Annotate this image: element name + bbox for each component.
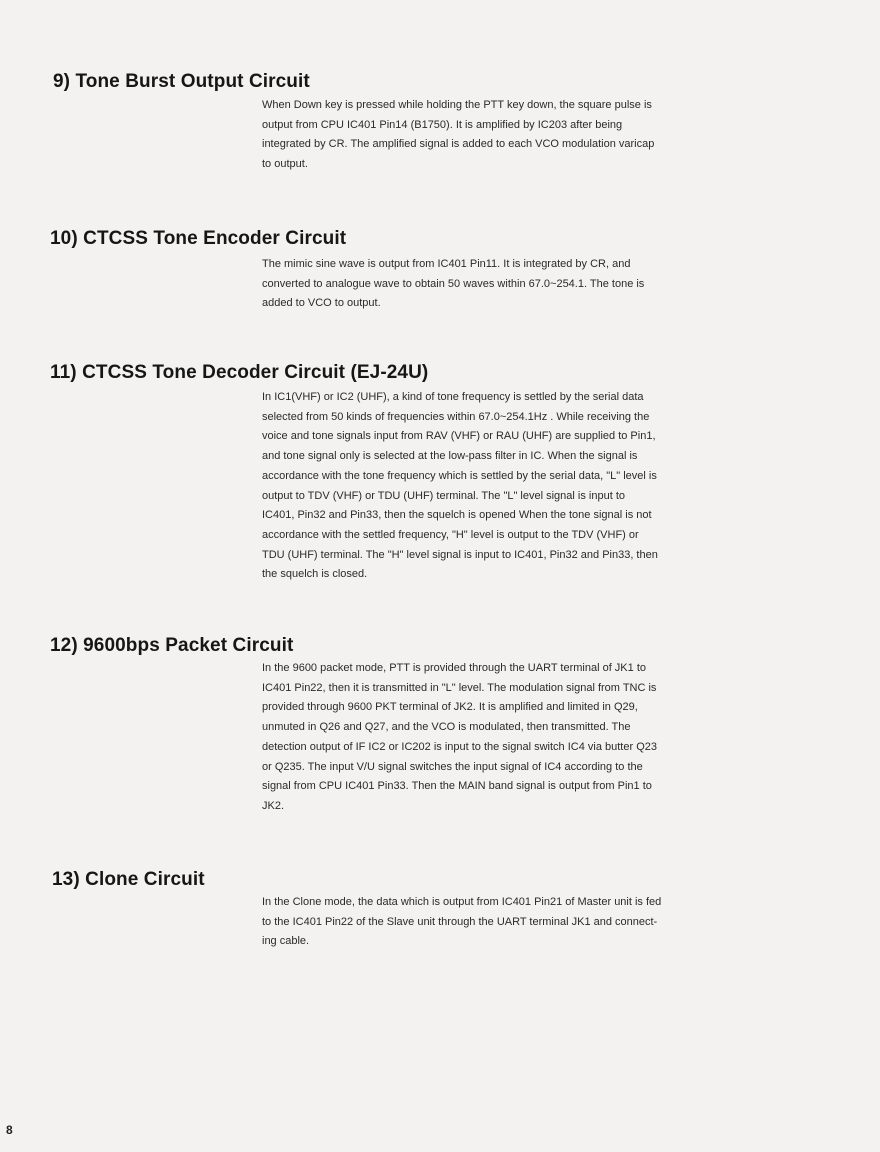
body-line: and tone signal only is selected at the low-pass filter in IC. When the signal is	[262, 450, 638, 463]
body-line: or Q235. The input V/U signal switches the input signal of IC4 according to the	[262, 760, 643, 773]
body-line: output to TDV (VHF) or TDU (UHF) terminal. The "L" level signal is input to	[262, 489, 625, 502]
section-heading: 12) 9600bps Packet Circuit	[50, 635, 294, 656]
body-line: TDU (UHF) terminal. The "H" level signal is input to IC401, Pin32 and Pin33, then	[262, 548, 658, 561]
body-line: signal from CPU IC401 Pin33. Then the MAIN band signal is output from Pin1 to	[262, 780, 652, 793]
body-line: In IC1(VHF) or IC2 (UHF), a kind of tone frequency is settled by the serial data	[262, 391, 644, 403]
body-line: IC401 Pin22, then it is transmitted in "L" level. The modulation signal from TNC is	[262, 681, 657, 694]
body-line: to output.	[262, 158, 308, 171]
body-line: integrated by CR. The amplified signal is added to each VCO modulation varicap	[262, 138, 655, 151]
body-line: voice and tone signals input from RAV (VHF) or RAU (UHF) are supplied to Pin1,	[262, 430, 656, 443]
body-line: ing cable.	[262, 935, 310, 948]
body-line: detection output of IF IC2 or IC202 is input to the signal switch IC4 via butter Q23	[262, 740, 657, 753]
page-number: 8	[6, 1123, 13, 1137]
body-line: JK2.	[262, 799, 285, 812]
body-line: the squelch is closed.	[262, 568, 368, 581]
section-heading: 13) Clone Circuit	[52, 869, 205, 890]
body-line: converted to analogue wave to obtain 50 waves within 67.0~254.1. The tone is	[262, 277, 645, 290]
section-heading: 9) Tone Burst Output Circuit	[53, 71, 310, 92]
body-line: When Down key is pressed while holding the PTT key down, the square pulse is	[262, 99, 652, 111]
section-body	[262, 388, 762, 585]
body-line: accordance with the tone frequency which is settled by the serial data, "L" level is	[262, 469, 657, 482]
body-line: IC401, Pin32 and Pin33, then the squelch is opened When the tone signal is not	[262, 509, 652, 522]
body-line: The mimic sine wave is output from IC401 Pin11. It is integrated by CR, and	[262, 258, 631, 270]
body-line: In the 9600 packet mode, PTT is provided through the UART terminal of JK1 to	[262, 662, 646, 674]
body-line: to the IC401 Pin22 of the Slave unit through the UART terminal JK1 and connect-	[262, 915, 658, 928]
section-heading: 10) CTCSS Tone Encoder Circuit	[50, 228, 347, 249]
section-body	[262, 96, 762, 175]
body-line: In the Clone mode, the data which is output from IC401 Pin21 of Master unit is fed	[262, 896, 662, 908]
section-body	[262, 255, 762, 314]
body-line: output from CPU IC401 Pin14 (B1750). It is amplified by IC203 after being	[262, 118, 623, 131]
section-heading: 11) CTCSS Tone Decoder Circuit (EJ-24U)	[50, 362, 429, 383]
body-line: provided through 9600 PKT terminal of JK2. It is amplified and limited in Q29,	[262, 701, 638, 714]
body-line: unmuted in Q26 and Q27, and the VCO is modulated, then transmitted. The	[262, 721, 631, 734]
body-line: accordance with the settled frequency, "H" level is output to the TDV (VHF) or	[262, 528, 639, 541]
section-body	[262, 659, 762, 817]
body-line: added to VCO to output.	[262, 297, 381, 310]
section-body	[262, 893, 762, 952]
body-line: selected from 50 kinds of frequencies within 67.0~254.1Hz . While receiving the	[262, 410, 650, 423]
